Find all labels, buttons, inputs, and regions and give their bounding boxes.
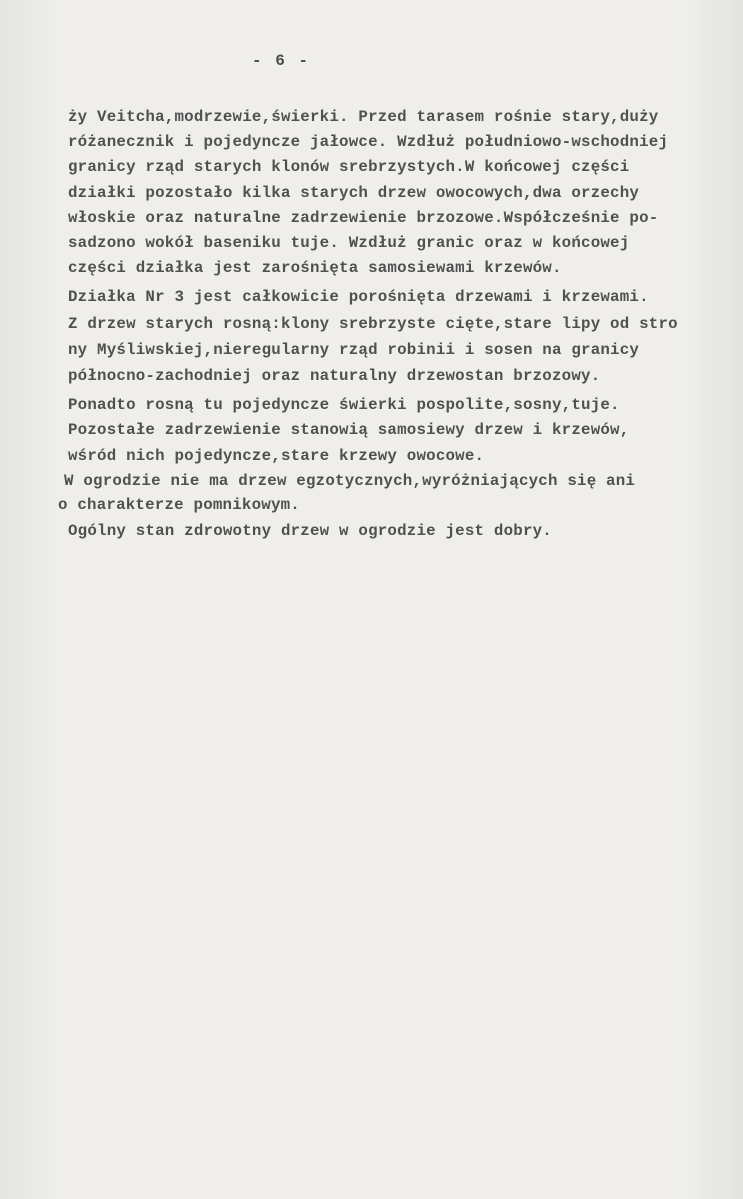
text-line: części działka jest zarośnięta samosiewami krzewów.: [68, 259, 562, 277]
page-number: - 6 -: [252, 52, 311, 70]
text-line: wśród nich pojedyncze,stare krzewy owocowe.: [68, 447, 485, 465]
text-line: Ponadto rosną tu pojedyncze świerki pospolite,sosny,tuje.: [68, 396, 620, 414]
text-line: ży Veitcha,modrzewie,świerki. Przed tarasem rośnie stary,duży: [68, 108, 659, 126]
text-line: różanecznik i pojedyncze jałowce. Wzdłuż południowo-wschodniej: [68, 133, 669, 151]
text-line: Pozostałe zadrzewienie stanowią samosiewy drzew i krzewów,: [68, 421, 630, 439]
text-line: ny Myśliwskiej,nieregularny rząd robinii i sosen na granicy: [68, 341, 640, 359]
text-line: o charakterze pomnikowym.: [58, 496, 300, 514]
text-line: Z drzew starych rosną:klony srebrzyste cięte,stare lipy od stro: [68, 315, 678, 333]
text-line: sadzono wokół baseniku tuje. Wzdłuż granic oraz w końcowej: [68, 234, 630, 252]
text-line: granicy rząd starych klonów srebrzystych.W końcowej części: [68, 158, 630, 176]
text-line: W ogrodzie nie ma drzew egzotycznych,wyróżniających się ani: [64, 472, 636, 490]
text-line: włoskie oraz naturalne zadrzewienie brzozowe.Współcześnie po-: [68, 209, 659, 227]
text-line: Ogólny stan zdrowotny drzew w ogrodzie jest dobry.: [68, 522, 552, 540]
text-line: Działka Nr 3 jest całkowicie porośnięta drzewami i krzewami.: [68, 288, 649, 306]
text-line: działki pozostało kilka starych drzew owocowych,dwa orzechy: [68, 184, 640, 202]
text-line: północno-zachodniej oraz naturalny drzewostan brzozowy.: [68, 367, 601, 385]
